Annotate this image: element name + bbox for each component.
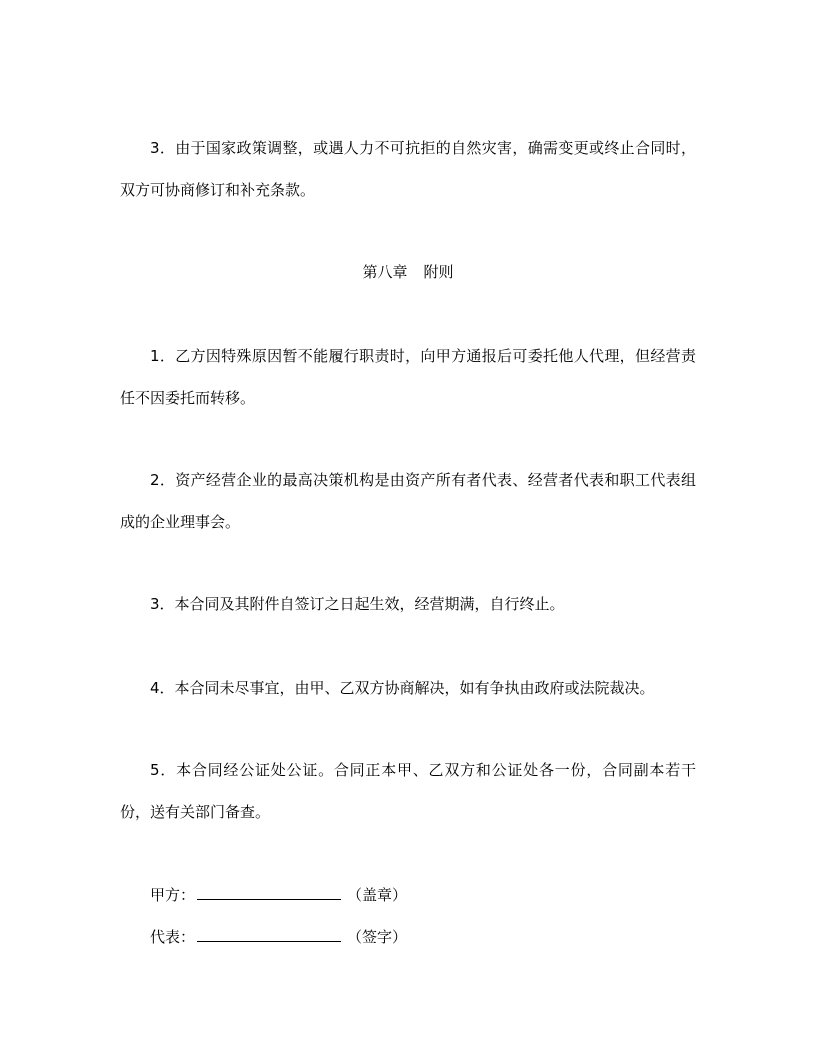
representative-signature-line[interactable] — [197, 927, 341, 942]
party-a-signature-line[interactable] — [197, 885, 341, 900]
clause-2 — [120, 459, 696, 543]
party-a-label: 甲方： — [150, 886, 196, 904]
clause-4 — [120, 667, 696, 709]
clause-text: 2．资产经营企业的最高决策机构是由资产所有者代表、经营者代表和职工代表组成的企业理事会。 — [120, 471, 696, 531]
representative-signature-row — [150, 926, 407, 948]
clause-text: 5．本合同经公证处公证。合同正本甲、乙双方和公证处各一份，合同副本若干份，送有关部门备查。 — [120, 761, 696, 821]
clause-1 — [120, 335, 696, 419]
clause-3 — [120, 583, 696, 625]
party-a-signature-row — [150, 884, 407, 906]
party-a-seal-note: （盖章） — [347, 886, 408, 904]
clause-text: 3．本合同及其附件自签订之日起生效，经营期满，自行终止。 — [150, 595, 565, 613]
representative-sign-note: （签字） — [347, 928, 408, 946]
clause-prev-3 — [120, 127, 696, 211]
representative-label: 代表： — [150, 928, 196, 946]
chapter-title: 附则 — [423, 263, 454, 281]
clause-text: 3．由于国家政策调整，或遇人力不可抗拒的自然灾害，确需变更或终止合同时，双方可协商修订和补充条款。 — [120, 139, 696, 199]
chapter-heading — [120, 251, 696, 293]
chapter-number: 第八章 — [362, 263, 408, 281]
clause-text: 1．乙方因特殊原因暂不能履行职责时，向甲方通报后可委托他人代理，但经营责任不因委托而转移。 — [120, 347, 696, 407]
clause-text: 4．本合同未尽事宜，由甲、乙双方协商解决，如有争执由政府或法院裁决。 — [150, 679, 655, 697]
clause-5 — [120, 749, 696, 833]
